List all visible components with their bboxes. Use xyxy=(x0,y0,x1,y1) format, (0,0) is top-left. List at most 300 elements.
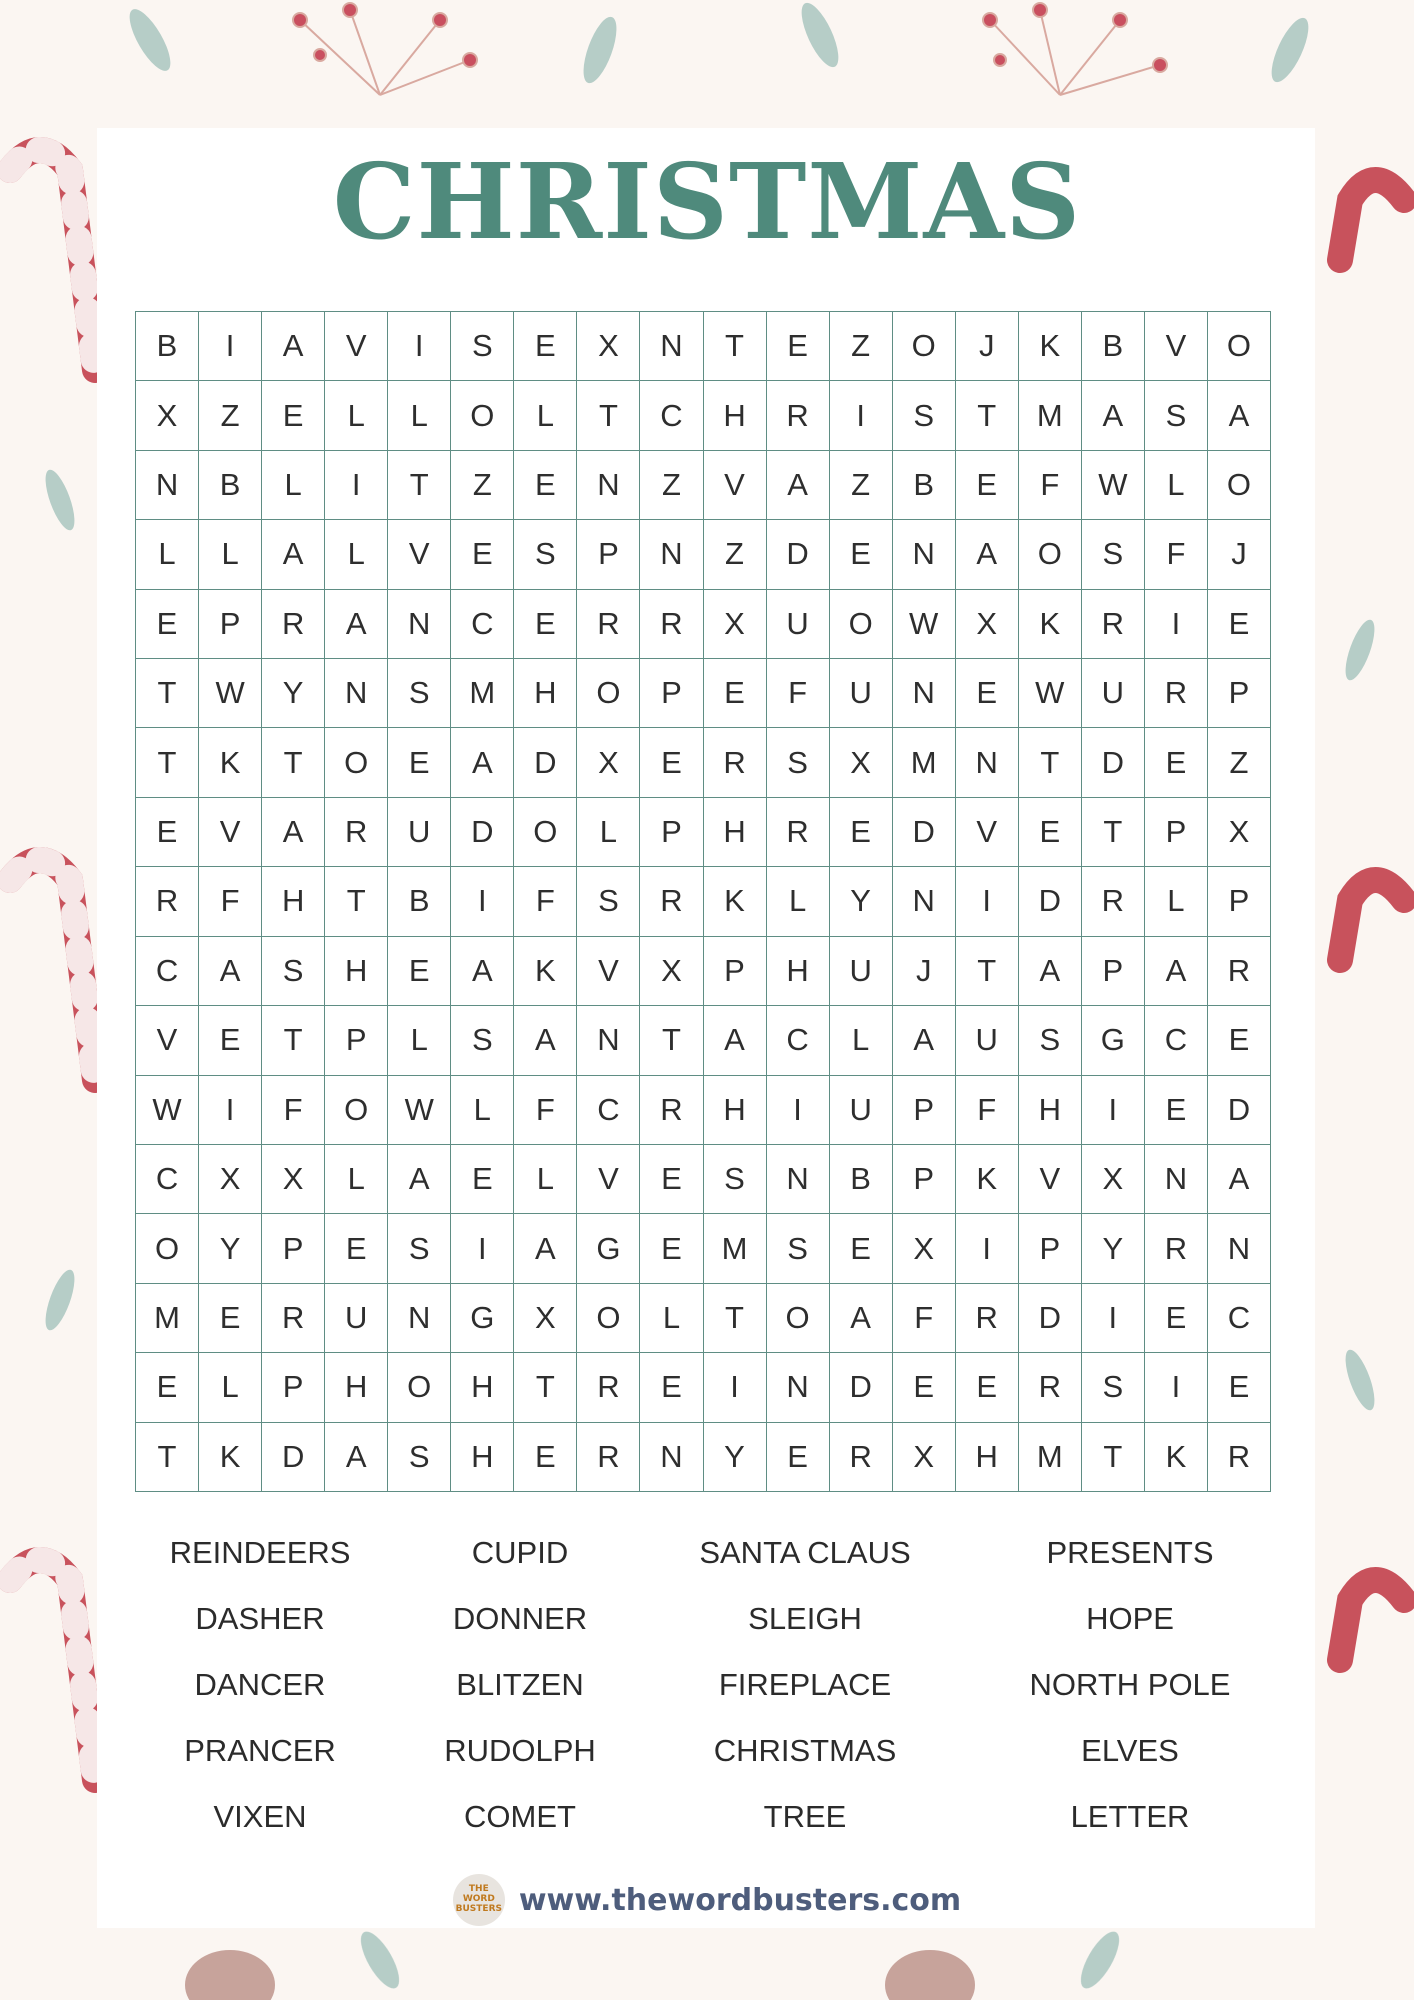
grid-cell: L xyxy=(1145,867,1208,936)
grid-cell: N xyxy=(388,590,451,659)
grid-cell: O xyxy=(1019,520,1082,589)
grid-cell: A xyxy=(1019,937,1082,1006)
grid-cell: X xyxy=(893,1423,956,1492)
grid-cell: A xyxy=(325,590,388,659)
grid-cell: N xyxy=(1208,1214,1271,1283)
grid-cell: N xyxy=(956,728,1019,797)
grid-cell: I xyxy=(199,312,262,381)
grid-cell: A xyxy=(262,798,325,867)
grid-cell: D xyxy=(1019,1284,1082,1353)
grid-cell: T xyxy=(704,1284,767,1353)
grid-cell: A xyxy=(1208,381,1271,450)
grid-cell: F xyxy=(893,1284,956,1353)
grid-cell: I xyxy=(956,1214,1019,1283)
grid-cell: F xyxy=(956,1076,1019,1145)
grid-cell: L xyxy=(262,451,325,520)
word-list-item: RUDOLPH xyxy=(444,1733,596,1768)
wordbusters-logo xyxy=(453,1874,505,1926)
grid-cell: W xyxy=(893,590,956,659)
grid-cell: V xyxy=(388,520,451,589)
grid-cell: T xyxy=(388,451,451,520)
grid-cell: Y xyxy=(262,659,325,728)
grid-cell: L xyxy=(830,1006,893,1075)
grid-cell: A xyxy=(514,1006,577,1075)
grid-cell: O xyxy=(577,659,640,728)
grid-cell: P xyxy=(325,1006,388,1075)
grid-cell: E xyxy=(640,1145,703,1214)
grid-cell: F xyxy=(767,659,830,728)
grid-cell: M xyxy=(1019,381,1082,450)
grid-cell: K xyxy=(199,728,262,797)
grid-cell: E xyxy=(514,451,577,520)
grid-cell: U xyxy=(830,937,893,1006)
grid-cell: R xyxy=(640,590,703,659)
grid-cell: T xyxy=(514,1353,577,1422)
grid-cell: E xyxy=(136,590,199,659)
grid-cell: K xyxy=(1019,312,1082,381)
grid-cell: R xyxy=(704,728,767,797)
berry-sprig-icon xyxy=(293,3,1167,95)
grid-cell: D xyxy=(514,728,577,797)
word-list xyxy=(120,1520,1300,1860)
grid-cell: G xyxy=(451,1284,514,1353)
grid-cell: N xyxy=(893,867,956,936)
grid-cell: Y xyxy=(830,867,893,936)
grid-cell: E xyxy=(1208,1006,1271,1075)
grid-cell: C xyxy=(640,381,703,450)
grid-cell: E xyxy=(704,659,767,728)
grid-cell: A xyxy=(514,1214,577,1283)
grid-cell: D xyxy=(767,520,830,589)
grid-cell: I xyxy=(830,381,893,450)
word-list-item: COMET xyxy=(464,1799,576,1834)
grid-cell: X xyxy=(1082,1145,1145,1214)
grid-cell: O xyxy=(830,590,893,659)
grid-cell: B xyxy=(136,312,199,381)
grid-cell: B xyxy=(1082,312,1145,381)
grid-cell: D xyxy=(1208,1076,1271,1145)
grid-cell: L xyxy=(514,381,577,450)
grid-cell: O xyxy=(767,1284,830,1353)
grid-cell: A xyxy=(767,451,830,520)
word-list-item: ELVES xyxy=(1081,1733,1179,1768)
grid-cell: J xyxy=(956,312,1019,381)
grid-cell: U xyxy=(767,590,830,659)
grid-cell: I xyxy=(1082,1284,1145,1353)
grid-cell: D xyxy=(1082,728,1145,797)
grid-cell: V xyxy=(704,451,767,520)
word-list-item: BLITZEN xyxy=(456,1667,584,1702)
grid-cell: S xyxy=(1082,1353,1145,1422)
grid-cell: Z xyxy=(1208,728,1271,797)
grid-cell: S xyxy=(388,659,451,728)
grid-cell: R xyxy=(1145,659,1208,728)
grid-cell: K xyxy=(956,1145,1019,1214)
grid-cell: O xyxy=(451,381,514,450)
grid-cell: N xyxy=(136,451,199,520)
grid-cell: E xyxy=(136,798,199,867)
grid-cell: R xyxy=(1082,867,1145,936)
grid-cell: K xyxy=(1019,590,1082,659)
grid-cell: L xyxy=(199,1353,262,1422)
grid-cell: C xyxy=(136,937,199,1006)
grid-cell: E xyxy=(893,1353,956,1422)
word-list-item: DASHER xyxy=(195,1601,325,1636)
grid-cell: N xyxy=(1145,1145,1208,1214)
grid-cell: X xyxy=(956,590,1019,659)
grid-cell: F xyxy=(1019,451,1082,520)
grid-cell: R xyxy=(136,867,199,936)
grid-cell: T xyxy=(640,1006,703,1075)
grid-cell: M xyxy=(451,659,514,728)
grid-cell: U xyxy=(388,798,451,867)
grid-cell: W xyxy=(199,659,262,728)
grid-cell: Z xyxy=(451,451,514,520)
grid-cell: X xyxy=(640,937,703,1006)
grid-cell: H xyxy=(1019,1076,1082,1145)
grid-cell: W xyxy=(1019,659,1082,728)
grid-cell: X xyxy=(1208,798,1271,867)
grid-cell: X xyxy=(199,1145,262,1214)
grid-cell: A xyxy=(704,1006,767,1075)
grid-cell: E xyxy=(136,1353,199,1422)
grid-cell: E xyxy=(451,1145,514,1214)
grid-cell: B xyxy=(199,451,262,520)
grid-cell: H xyxy=(704,1076,767,1145)
grid-cell: N xyxy=(893,520,956,589)
footer xyxy=(0,1870,1414,1930)
grid-cell: M xyxy=(704,1214,767,1283)
grid-cell: E xyxy=(388,937,451,1006)
grid-cell: N xyxy=(325,659,388,728)
grid-cell: L xyxy=(388,1006,451,1075)
grid-cell: R xyxy=(767,798,830,867)
word-list-item: PRANCER xyxy=(184,1733,336,1768)
grid-cell: P xyxy=(704,937,767,1006)
grid-cell: R xyxy=(1208,1423,1271,1492)
grid-cell: E xyxy=(640,728,703,797)
word-list-item: TREE xyxy=(763,1799,847,1834)
grid-cell: L xyxy=(325,381,388,450)
grid-cell: E xyxy=(640,1353,703,1422)
grid-cell: Y xyxy=(199,1214,262,1283)
grid-cell: H xyxy=(767,937,830,1006)
grid-cell: I xyxy=(388,312,451,381)
grid-cell: P xyxy=(1208,659,1271,728)
grid-cell: X xyxy=(577,312,640,381)
grid-cell: S xyxy=(451,312,514,381)
grid-cell: I xyxy=(767,1076,830,1145)
grid-cell: O xyxy=(514,798,577,867)
grid-cell: K xyxy=(514,937,577,1006)
grid-cell: E xyxy=(262,381,325,450)
page-title: CHRISTMAS xyxy=(332,140,1082,263)
word-list-item: LETTER xyxy=(1070,1799,1190,1834)
grid-cell: B xyxy=(830,1145,893,1214)
grid-cell: O xyxy=(325,1076,388,1145)
grid-cell: N xyxy=(767,1145,830,1214)
grid-cell: L xyxy=(767,867,830,936)
grid-cell: P xyxy=(199,590,262,659)
grid-cell: L xyxy=(640,1284,703,1353)
grid-cell: L xyxy=(577,798,640,867)
grid-cell: O xyxy=(388,1353,451,1422)
grid-cell: S xyxy=(1082,520,1145,589)
grid-cell: I xyxy=(325,451,388,520)
grid-cell: S xyxy=(767,1214,830,1283)
grid-cell: E xyxy=(830,1214,893,1283)
grid-cell: V xyxy=(199,798,262,867)
grid-cell: A xyxy=(1082,381,1145,450)
grid-cell: O xyxy=(325,728,388,797)
grid-cell: A xyxy=(325,1423,388,1492)
grid-cell: F xyxy=(514,867,577,936)
grid-cell: E xyxy=(956,1353,1019,1422)
grid-cell: T xyxy=(956,937,1019,1006)
grid-cell: P xyxy=(893,1145,956,1214)
grid-cell: H xyxy=(451,1423,514,1492)
grid-cell: J xyxy=(1208,520,1271,589)
grid-cell: X xyxy=(577,728,640,797)
grid-cell: F xyxy=(199,867,262,936)
grid-cell: A xyxy=(893,1006,956,1075)
grid-cell: U xyxy=(325,1284,388,1353)
grid-cell: N xyxy=(640,312,703,381)
grid-cell: P xyxy=(1208,867,1271,936)
grid-cell: Z xyxy=(640,451,703,520)
grid-cell: A xyxy=(262,312,325,381)
grid-cell: M xyxy=(1019,1423,1082,1492)
grid-cell: N xyxy=(640,1423,703,1492)
grid-cell: N xyxy=(577,1006,640,1075)
grid-cell: A xyxy=(451,937,514,1006)
grid-cell: G xyxy=(577,1214,640,1283)
grid-cell: X xyxy=(830,728,893,797)
grid-cell: T xyxy=(956,381,1019,450)
grid-cell: X xyxy=(514,1284,577,1353)
grid-cell: P xyxy=(262,1214,325,1283)
grid-cell: E xyxy=(325,1214,388,1283)
grid-cell: E xyxy=(514,312,577,381)
grid-cell: U xyxy=(830,1076,893,1145)
grid-cell: M xyxy=(893,728,956,797)
grid-cell: V xyxy=(577,1145,640,1214)
grid-cell: N xyxy=(577,451,640,520)
grid-cell: U xyxy=(830,659,893,728)
grid-cell: S xyxy=(451,1006,514,1075)
grid-cell: S xyxy=(262,937,325,1006)
grid-cell: V xyxy=(136,1006,199,1075)
grid-cell: V xyxy=(1019,1145,1082,1214)
grid-cell: C xyxy=(451,590,514,659)
grid-cell: O xyxy=(577,1284,640,1353)
grid-cell: E xyxy=(830,520,893,589)
grid-cell: E xyxy=(1145,728,1208,797)
grid-cell: I xyxy=(1145,1353,1208,1422)
grid-cell: W xyxy=(1082,451,1145,520)
grid-cell: E xyxy=(199,1006,262,1075)
grid-cell: D xyxy=(451,798,514,867)
grid-cell: R xyxy=(640,867,703,936)
grid-cell: H xyxy=(451,1353,514,1422)
grid-cell: R xyxy=(1019,1353,1082,1422)
grid-cell: E xyxy=(956,659,1019,728)
grid-cell: O xyxy=(136,1214,199,1283)
grid-cell: D xyxy=(262,1423,325,1492)
grid-cell: V xyxy=(325,312,388,381)
word-list-item: VIXEN xyxy=(213,1799,307,1834)
grid-cell: R xyxy=(262,590,325,659)
grid-cell: A xyxy=(451,728,514,797)
grid-cell: H xyxy=(704,381,767,450)
grid-cell: D xyxy=(893,798,956,867)
grid-cell: U xyxy=(1082,659,1145,728)
grid-cell: E xyxy=(956,451,1019,520)
logo-text: THE WORD BUSTERS xyxy=(455,1884,502,1914)
grid-cell: Y xyxy=(704,1423,767,1492)
grid-cell: N xyxy=(640,520,703,589)
grid-cell: S xyxy=(893,381,956,450)
grid-cell: T xyxy=(136,728,199,797)
grid-cell: L xyxy=(388,381,451,450)
word-list-item: SLEIGH xyxy=(748,1601,862,1636)
grid-cell: B xyxy=(893,451,956,520)
grid-cell: V xyxy=(577,937,640,1006)
grid-cell: S xyxy=(704,1145,767,1214)
website-link[interactable]: www.thewordbusters.com xyxy=(518,1882,962,1918)
word-list-item: REINDEERS xyxy=(169,1535,351,1570)
grid-cell: E xyxy=(767,1423,830,1492)
grid-cell: K xyxy=(704,867,767,936)
word-list-item: SANTA CLAUS xyxy=(699,1535,911,1570)
word-list-item: DONNER xyxy=(452,1601,588,1636)
grid-cell: W xyxy=(388,1076,451,1145)
grid-cell: O xyxy=(893,312,956,381)
grid-cell: S xyxy=(388,1423,451,1492)
grid-cell: S xyxy=(388,1214,451,1283)
grid-cell: K xyxy=(1145,1423,1208,1492)
grid-cell: E xyxy=(1019,798,1082,867)
grid-cell: A xyxy=(1145,937,1208,1006)
grid-cell: T xyxy=(136,659,199,728)
grid-cell: R xyxy=(577,1353,640,1422)
word-list-item: HOPE xyxy=(1086,1601,1174,1636)
grid-cell: R xyxy=(956,1284,1019,1353)
grid-cell: S xyxy=(1145,381,1208,450)
grid-cell: E xyxy=(1208,590,1271,659)
grid-cell: E xyxy=(830,798,893,867)
grid-cell: P xyxy=(640,798,703,867)
grid-cell: L xyxy=(514,1145,577,1214)
grid-cell: X xyxy=(136,381,199,450)
grid-cell: Z xyxy=(199,381,262,450)
grid-cell: T xyxy=(262,1006,325,1075)
grid-cell: Z xyxy=(830,312,893,381)
grid-cell: E xyxy=(767,312,830,381)
grid-cell: E xyxy=(514,1423,577,1492)
grid-cell: O xyxy=(1208,312,1271,381)
grid-cell: R xyxy=(830,1423,893,1492)
grid-cell: R xyxy=(577,1423,640,1492)
grid-cell: H xyxy=(325,937,388,1006)
grid-cell: T xyxy=(1082,1423,1145,1492)
grid-cell: H xyxy=(514,659,577,728)
grid-cell: V xyxy=(1145,312,1208,381)
grid-cell: C xyxy=(1208,1284,1271,1353)
grid-cell: S xyxy=(514,520,577,589)
grid-cell: A xyxy=(830,1284,893,1353)
grid-cell: J xyxy=(893,937,956,1006)
grid-cell: W xyxy=(136,1076,199,1145)
grid-cell: N xyxy=(767,1353,830,1422)
word-search-grid xyxy=(135,311,1271,1492)
word-list-item: FIREPLACE xyxy=(718,1667,892,1702)
grid-cell: R xyxy=(1145,1214,1208,1283)
grid-cell: C xyxy=(136,1145,199,1214)
grid-cell: D xyxy=(830,1353,893,1422)
grid-cell: L xyxy=(325,520,388,589)
grid-cell: F xyxy=(514,1076,577,1145)
grid-cell: V xyxy=(956,798,1019,867)
grid-cell: Y xyxy=(1082,1214,1145,1283)
grid-cell: T xyxy=(577,381,640,450)
grid-cell: C xyxy=(1145,1006,1208,1075)
grid-cell: X xyxy=(704,590,767,659)
grid-cell: R xyxy=(262,1284,325,1353)
grid-cell: Z xyxy=(704,520,767,589)
grid-cell: H xyxy=(262,867,325,936)
grid-cell: S xyxy=(577,867,640,936)
grid-cell: A xyxy=(1208,1145,1271,1214)
grid-cell: N xyxy=(893,659,956,728)
grid-cell: E xyxy=(514,590,577,659)
grid-cell: R xyxy=(577,590,640,659)
grid-cell: L xyxy=(451,1076,514,1145)
grid-cell: F xyxy=(262,1076,325,1145)
grid-cell: R xyxy=(1082,590,1145,659)
grid-cell: Z xyxy=(830,451,893,520)
grid-cell: M xyxy=(136,1284,199,1353)
grid-cell: H xyxy=(325,1353,388,1422)
grid-cell: B xyxy=(388,867,451,936)
grid-cell: I xyxy=(451,867,514,936)
grid-cell: T xyxy=(704,312,767,381)
grid-cell: R xyxy=(1208,937,1271,1006)
grid-cell: C xyxy=(577,1076,640,1145)
grid-cell: N xyxy=(388,1284,451,1353)
word-list-item: PRESENTS xyxy=(1046,1535,1214,1570)
word-list-item: CHRISTMAS xyxy=(713,1733,897,1768)
grid-cell: T xyxy=(325,867,388,936)
grid-cell: S xyxy=(767,728,830,797)
grid-cell: P xyxy=(1019,1214,1082,1283)
grid-cell: T xyxy=(136,1423,199,1492)
grid-cell: C xyxy=(767,1006,830,1075)
grid-cell: X xyxy=(262,1145,325,1214)
grid-cell: L xyxy=(325,1145,388,1214)
grid-cell: R xyxy=(325,798,388,867)
grid-cell: E xyxy=(388,728,451,797)
grid-cell: A xyxy=(956,520,1019,589)
grid-cell: P xyxy=(640,659,703,728)
grid-cell: P xyxy=(577,520,640,589)
grid-cell: I xyxy=(199,1076,262,1145)
pinecone-icon xyxy=(185,1950,975,2000)
grid-cell: E xyxy=(199,1284,262,1353)
grid-cell: G xyxy=(1082,1006,1145,1075)
word-list-item: DANCER xyxy=(194,1667,326,1702)
grid-cell: L xyxy=(1145,451,1208,520)
